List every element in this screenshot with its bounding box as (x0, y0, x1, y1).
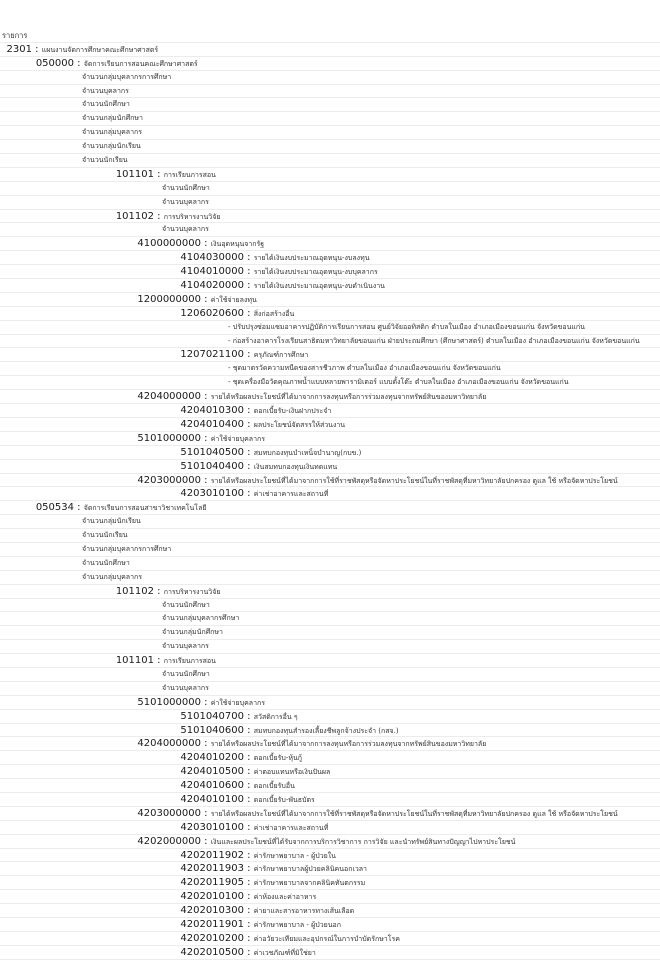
item-label: รายได้หรือผลประโยชน์ที่ได้มาจากการลงทุนหรือการร่วมลงทุนจากทรัพย์สินของมหาวิทยาลัย (210, 740, 487, 749)
item-label: จำนวนนักเรียน (82, 531, 128, 540)
list-item[interactable] (0, 529, 660, 543)
list-item-code[interactable] (0, 779, 660, 793)
list-item-code[interactable] (0, 737, 660, 751)
list-item-code[interactable] (0, 946, 660, 960)
item-label: จัดการเรียนการสอนสาขาวิชาเทคโนโลยี (83, 504, 207, 513)
item-label: สิ่งก่อสร้างอื่น (253, 309, 295, 318)
item-label: จำนวนบุคลากร (82, 86, 129, 95)
list-item-code[interactable] (0, 237, 660, 251)
item-code: 4203010100 (180, 488, 244, 500)
item-label: จำนวนบุคลากร (162, 225, 209, 234)
separator: : (244, 766, 254, 778)
list-item[interactable] (0, 362, 660, 376)
separator: : (201, 432, 211, 444)
separator: : (244, 488, 254, 500)
list-item-code[interactable] (0, 932, 660, 946)
separator: : (244, 932, 254, 944)
list-item-code[interactable] (0, 487, 660, 501)
item-code: 1206020600 (180, 307, 244, 319)
separator: : (244, 793, 254, 805)
separator: : (74, 502, 84, 514)
item-code: 4204000000 (137, 391, 201, 403)
item-label: ครุภัณฑ์การศึกษา (253, 351, 309, 360)
separator: : (244, 349, 254, 361)
item-label: จำนวนกลุ่มบุคลากรการศึกษา (82, 544, 172, 553)
separator: : (244, 946, 254, 958)
separator: : (201, 474, 211, 486)
list-item-code[interactable] (0, 918, 660, 932)
separator: : (244, 752, 254, 764)
item-label: จำนวนกลุ่มนักศึกษา (162, 628, 223, 637)
separator: : (244, 919, 254, 930)
list-item-code[interactable] (0, 390, 660, 404)
item-label: เงินสมทบกองทุนเงินทดแทน (253, 462, 338, 471)
item-code: 4104030000 (180, 252, 244, 264)
top-blank-area (0, 0, 660, 29)
separator: : (201, 391, 211, 403)
item-code: 4203000000 (137, 807, 201, 819)
item-label: การเรียนการสอน (163, 657, 216, 666)
list-item-code[interactable] (0, 251, 660, 265)
item-label: สมทบกองทุนสำรองเลี้ยงชีพลูกจ้างประจำ (กสจ.) (253, 726, 399, 735)
list-item-code[interactable] (0, 835, 660, 849)
item-label: การเรียนการสอน (163, 170, 216, 179)
item-label: ค่ายาและสารอาหารทางเส้นเลือด (253, 907, 355, 916)
item-label: ค่ารักษาพยาบาลผู้ป่วยคลินิคนอกเวลา (253, 865, 367, 874)
item-code: 4204010100 (180, 793, 244, 805)
item-label: จำนวนกลุ่มบุคลากร (82, 128, 143, 137)
item-code: 1207021100 (180, 349, 244, 361)
item-label: จำนวนกลุ่มบุคลากรศึกษา (162, 614, 240, 623)
separator: : (244, 780, 254, 792)
item-label: ค่าอวัยวะเทียมและอุปกรณ์ในการบำบัดรักษาโรค (253, 934, 400, 943)
item-code: 4202011902 (180, 849, 244, 861)
list-item[interactable] (0, 196, 660, 210)
separator: : (244, 891, 254, 903)
separator: : (244, 724, 254, 736)
item-label: จำนวนกลุ่มนักเรียน (82, 517, 141, 526)
item-label: เงินอุดหนุนจากรัฐ (210, 240, 265, 249)
list-item-code[interactable] (0, 585, 660, 599)
item-code: 050534 (35, 502, 74, 514)
item-label: รายได้หรือผลประโยชน์ที่ได้มาจากการใช้ที่ราชพัสดุหรือจัดหาประโยชน์ในที่ราชพัสดุที่มหาวิทยาลัยปกครอง ดูแล ใช้ หรือจัดหาประโยชน์ (210, 476, 618, 485)
list-item[interactable] (0, 612, 660, 626)
item-label: - ปรับปรุงซ่อมแซมอาคารปฏิบัติการเรียนการสอน ศูนย์วิจัยออทิสติก ตำบลในเมือง อำเภอเมืองขอนแก่น จังหวัดขอนแก่น (228, 322, 585, 331)
item-label: ดอกเบี้ยรับ-เงินฝากประจำ (253, 407, 332, 416)
list-item[interactable] (0, 599, 660, 613)
item-code: 4202010200 (180, 932, 244, 944)
separator: : (32, 43, 42, 55)
item-label: สวัสดิการอื่น ๆ (253, 712, 298, 721)
item-label: จำนวนกลุ่มบุคลากร (82, 572, 143, 581)
item-label: จำนวนนักศึกษา (82, 100, 130, 109)
item-label: การบริหารงานวิจัย (163, 587, 221, 596)
separator: : (154, 210, 164, 222)
list-item-code[interactable] (0, 890, 660, 904)
item-code: 4204010600 (180, 780, 244, 792)
list-item-code[interactable] (0, 654, 660, 668)
list-item-code[interactable] (0, 265, 660, 279)
item-code: 5101040400 (180, 460, 244, 472)
separator: : (244, 460, 254, 472)
item-label: รายได้หรือผลประโยชน์ที่ได้มาจากการลงทุนหรือการร่วมลงทุนจากทรัพย์สินของมหาวิทยาลัย (210, 393, 487, 402)
item-label: ผลประโยชน์จัดสรรให้ส่วนงาน (253, 420, 346, 429)
item-label: จำนวนกลุ่มนักเรียน (82, 142, 141, 151)
item-code: 050000 (35, 57, 74, 69)
item-code: 5101040600 (180, 724, 244, 736)
item-label: จัดการเรียนการสอนคณะศึกษาศาสตร์ (83, 59, 198, 68)
item-code: 4204000000 (137, 738, 201, 750)
item-label: - ก่อสร้างอาคารโรงเรียนสาธิตมหาวิทยาลัยขอนแก่น ฝ่ายประถมศึกษา (ศึกษาศาสตร์) ตำบลในเมือง อำเภอเมืองขอนแก่น จังหวัดขอนแก่น (228, 336, 640, 345)
list-item-code[interactable] (0, 446, 660, 460)
separator: : (244, 252, 254, 264)
item-code: 4202010500 (180, 946, 244, 958)
item-code: 4104020000 (180, 280, 244, 292)
item-code: 4202011903 (180, 863, 244, 875)
list-item[interactable] (0, 543, 660, 557)
item-code: 5101040700 (180, 710, 244, 722)
item-label: จำนวนนักศึกษา (162, 669, 210, 678)
list-item[interactable] (0, 71, 660, 85)
list-item[interactable] (0, 154, 660, 168)
item-label: เงินและผลประโยชน์ที่ได้รับจากการบริการวิชาการ การวิจัย และนำทรัพย์สินทางปัญญาไปหาประโยชน์ (210, 837, 516, 846)
item-code: 4204010500 (180, 766, 244, 778)
list-item-code[interactable] (0, 293, 660, 307)
list-item-code[interactable] (0, 348, 660, 362)
list-item[interactable] (0, 85, 660, 99)
item-label: แผนงานจัดการศึกษาคณะศึกษาศาสตร์ (41, 45, 159, 54)
separator: : (244, 821, 254, 833)
list-item-code[interactable] (0, 432, 660, 446)
separator: : (154, 168, 164, 180)
item-label: จำนวนบุคลากร (162, 683, 209, 692)
list-item-code[interactable] (0, 849, 660, 863)
item-label: รายได้เงินงบประมาณอุดหนุน-งบบุคลากร (253, 268, 378, 277)
list-item-code[interactable] (0, 501, 660, 515)
item-label: ค่าใช้จ่ายบุคลากร (210, 698, 265, 707)
list-item-code[interactable] (0, 876, 660, 890)
column-header: รายการ (0, 29, 660, 43)
item-code: 4204010400 (180, 418, 244, 430)
item-label: ดอกเบี้ยรับ-พันธบัตร (253, 795, 315, 804)
item-code: 4203010100 (180, 821, 244, 833)
list-item[interactable] (0, 223, 660, 237)
list-item[interactable] (0, 557, 660, 571)
separator: : (244, 849, 254, 861)
list-item[interactable] (0, 182, 660, 196)
separator: : (244, 877, 254, 889)
item-label: ดอกเบี้ยรับ-หุ้นกู้ (253, 754, 303, 763)
list-item[interactable] (0, 376, 660, 390)
item-code: 101101 (115, 168, 154, 180)
list-item[interactable] (0, 626, 660, 640)
list-item-code[interactable] (0, 279, 660, 293)
list-item[interactable] (0, 126, 660, 140)
item-code: 101101 (115, 655, 154, 667)
item-code: 4204010300 (180, 405, 244, 417)
item-label: ค่าใช้จ่ายบุคลากร (210, 434, 265, 443)
item-label: ค่าใช้จ่ายลงทุน (210, 295, 257, 304)
item-code: 4202010300 (180, 905, 244, 917)
item-code: 5101000000 (137, 432, 201, 444)
separator: : (154, 585, 164, 597)
separator: : (244, 280, 254, 292)
item-label: ค่ารักษาพยาบาลจากคลินิคทันตกรรม (253, 879, 366, 888)
item-label: ค่าตอบแทนหรือเงินปันผล (253, 768, 331, 777)
list-item-code[interactable] (0, 57, 660, 71)
item-label: รายได้เงินงบประมาณอุดหนุน-งบดำเนินงาน (253, 282, 385, 291)
list-item[interactable] (0, 140, 660, 154)
item-label: จำนวนบุคลากร (162, 642, 209, 651)
list-item-code[interactable] (0, 904, 660, 918)
list-item[interactable] (0, 668, 660, 682)
list-item[interactable] (0, 515, 660, 529)
item-label: ค่าห้องและค่าอาหาร (253, 893, 317, 902)
item-label: จำนวนบุคลากร (162, 197, 209, 206)
list-item[interactable] (0, 571, 660, 585)
separator: : (201, 238, 211, 250)
list-item-code[interactable] (0, 821, 660, 835)
separator: : (244, 418, 254, 430)
separator: : (244, 405, 254, 417)
separator: : (201, 293, 211, 305)
separator: : (74, 57, 84, 69)
item-label: - ชุดเครื่องมือวัดคุณภาพน้ำแบบหลายพารามิเตอร์ แบบตั้งโต๊ะ ตำบลในเมือง อำเภอเมืองขอนแก่น จังหวัดขอนแก่น (228, 378, 569, 387)
item-label: รายได้หรือผลประโยชน์ที่ได้มาจากการใช้ที่ราชพัสดุหรือจัดหาประโยชน์ในที่ราชพัสดุที่มหาวิทยาลัยปกครอง ดูแล ใช้ หรือจัดหาประโยชน์ (210, 809, 618, 818)
item-code: 4202011905 (180, 877, 244, 889)
item-code: 101102 (115, 210, 154, 222)
item-code: 2301 (6, 43, 32, 55)
item-code: 5101000000 (137, 696, 201, 708)
item-label: ค่าเวชภัณฑ์ที่มิใช่ยา (253, 948, 316, 957)
separator: : (244, 905, 254, 917)
separator: : (244, 307, 254, 319)
item-label: จำนวนนักศึกษา (162, 600, 210, 609)
item-label: ค่าเช่าอาคารและสถานที่ (253, 490, 329, 499)
item-list (0, 43, 660, 960)
separator: : (201, 738, 211, 750)
item-code: 1200000000 (137, 293, 201, 305)
item-label: สมทบกองทุนบำเหน็จบำนาญ(กบข.) (253, 448, 362, 457)
separator: : (244, 446, 254, 458)
item-label: ดอกเบี้ยรับอื่น (253, 782, 295, 791)
list-item-code[interactable] (0, 765, 660, 779)
item-label: จำนวนกลุ่มนักศึกษา (82, 114, 143, 123)
item-label: ค่ารักษาพยาบาล - ผู้ป่วยใน (253, 851, 336, 860)
list-item-code[interactable] (0, 862, 660, 876)
separator: : (244, 863, 254, 875)
separator: : (201, 835, 211, 847)
item-label: จำนวนนักเรียน (82, 156, 128, 165)
list-item[interactable] (0, 335, 660, 349)
item-label: ค่ารักษาพยาบาล - ผู้ป่วยนอก (253, 921, 341, 929)
item-code: 5101040500 (180, 446, 244, 458)
list-item[interactable] (0, 321, 660, 335)
list-item-code[interactable] (0, 724, 660, 738)
list-item[interactable] (0, 98, 660, 112)
separator: : (244, 266, 254, 278)
item-label: จำนวนกลุ่มบุคลากรการศึกษา (82, 72, 172, 81)
list-item-code[interactable] (0, 751, 660, 765)
list-item-code[interactable] (0, 710, 660, 724)
separator: : (201, 807, 211, 819)
separator: : (244, 710, 254, 722)
list-item-code[interactable] (0, 418, 660, 432)
item-label: จำนวนนักศึกษา (82, 558, 130, 567)
separator: : (201, 696, 211, 708)
list-item[interactable] (0, 640, 660, 654)
list-item[interactable] (0, 682, 660, 696)
list-item-code[interactable] (0, 474, 660, 488)
list-item-code[interactable] (0, 307, 660, 321)
list-item-code[interactable] (0, 168, 660, 182)
item-label: การบริหารงานวิจัย (163, 212, 221, 221)
item-label: รายได้เงินงบประมาณอุดหนุน-งบลงทุน (253, 254, 370, 263)
list-item-code[interactable] (0, 807, 660, 821)
item-label: - ชุดมาตรวัดความหนืดของสารชีวภาพ ตำบลในเมือง อำเภอเมืองขอนแก่น จังหวัดขอนแก่น (228, 364, 501, 373)
item-code: 101102 (115, 585, 154, 597)
item-code: 4104010000 (180, 266, 244, 278)
list-item-code[interactable] (0, 210, 660, 224)
separator: : (154, 655, 164, 667)
item-label: ค่าเช่าอาคารและสถานที่ (253, 823, 329, 832)
item-code: 4100000000 (137, 238, 201, 250)
list-item-code[interactable] (0, 460, 660, 474)
list-item-code[interactable] (0, 696, 660, 710)
list-item-code[interactable] (0, 43, 660, 57)
list-item-code[interactable] (0, 404, 660, 418)
item-code: 4202000000 (137, 835, 201, 847)
item-code: 4203000000 (137, 474, 201, 486)
item-code: 4204010200 (180, 752, 244, 764)
list-item-code[interactable] (0, 793, 660, 807)
item-label: จำนวนนักศึกษา (162, 183, 210, 192)
list-item[interactable] (0, 112, 660, 126)
item-code: 4202011901 (180, 919, 244, 930)
item-code: 4202010100 (180, 891, 244, 903)
